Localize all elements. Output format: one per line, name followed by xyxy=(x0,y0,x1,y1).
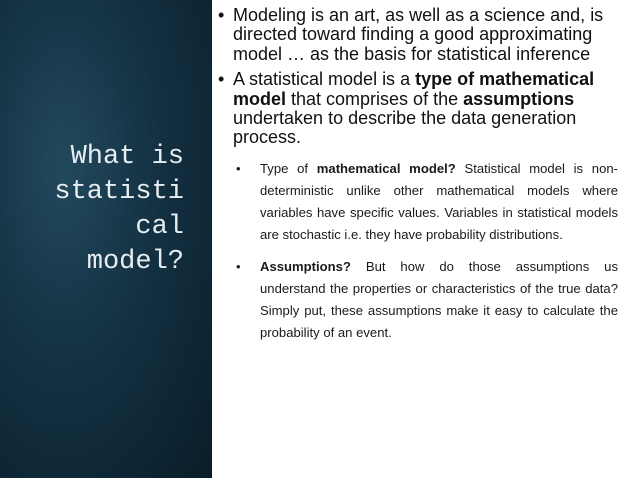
slide-title: What is statisti cal model? xyxy=(54,142,184,277)
sub-bullet-dot-icon: • xyxy=(236,258,241,274)
bullet-bold-text: type of mathematical model xyxy=(233,69,595,109)
bullet-text: Modeling is an art, as well as a science and, is directed toward finding a good approximating model … as the basis for statistical inference xyxy=(233,5,604,64)
sub-bullet-text: But how do those assumptions us understand the properties or characteristics of the true data? Simply put, these assumptions make it easy to calculate the probability of an event. xyxy=(260,258,618,340)
bullet-list xyxy=(212,6,618,354)
sub-bullet-dot-icon: • xyxy=(236,160,241,176)
bullet-bold-text: assumptions xyxy=(463,88,575,109)
sub-bullet-assumptions xyxy=(233,256,618,344)
bullet-dot-icon: • xyxy=(218,69,225,90)
sub-bullet-list xyxy=(233,158,618,344)
title-panel xyxy=(0,0,212,478)
bullet-text: that comprises of the xyxy=(286,88,464,109)
sub-bullet-text: Type of xyxy=(260,160,317,176)
sub-bullet-type xyxy=(233,158,618,246)
bullet-text: undertaken to describe the data generation process. xyxy=(233,108,577,148)
content-panel xyxy=(212,0,638,478)
bullet-text: A statistical model is a xyxy=(233,69,416,90)
sub-bullet-bold-text: mathematical model? xyxy=(316,160,456,176)
bullet-dot-icon: • xyxy=(218,5,225,25)
bullet-modeling-art xyxy=(212,6,618,64)
sub-bullet-bold-text: Assumptions? xyxy=(260,258,351,274)
bullet-statistical-model xyxy=(212,70,618,344)
sub-bullet-text: Statistical model is non-deterministic unlike other mathematical models where variables have specific values. Variables in statistical models are stochastic i.e. they have probability distributions. xyxy=(260,160,618,242)
